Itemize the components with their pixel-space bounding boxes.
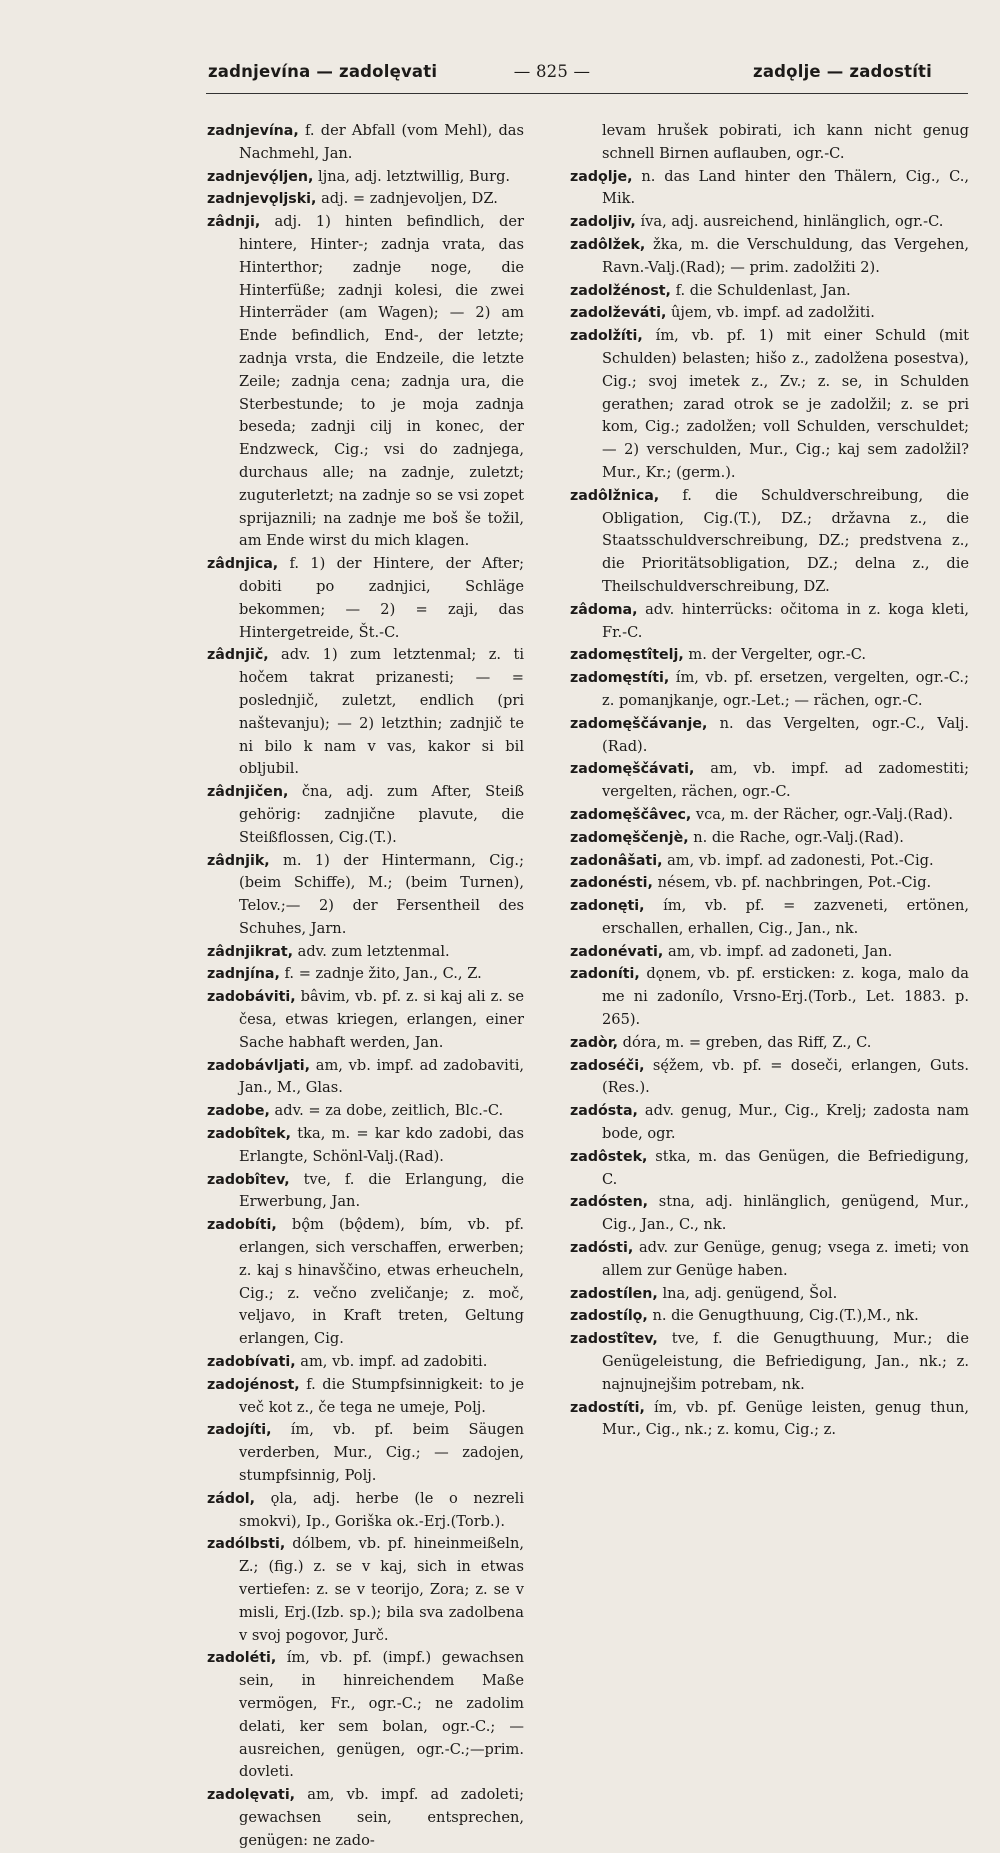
entry-headword: zâdnjikrat,	[207, 943, 293, 960]
dictionary-entry	[570, 713, 969, 759]
entry-headword: zadonâšati,	[570, 852, 663, 869]
entry-headword: zadostîtev,	[570, 1331, 658, 1348]
entry-headword: zadósti,	[570, 1240, 634, 1257]
entry-definition: am, vb. impf. ad zadoleti; gewachsen sein, entsprechen, genügen: ne zado-	[239, 1786, 524, 1849]
dictionary-entry	[570, 850, 969, 873]
dictionary-entry	[570, 644, 969, 667]
entry-definition: ǫla, adj. herbe (le o nezreli smokvi), Ip., Goriška ok.-Erj.(Torb.).	[239, 1489, 524, 1530]
entry-headword: zadobîtek,	[207, 1126, 291, 1143]
left-column	[207, 120, 524, 1853]
entry-definition: ljna, adj. letztwillig, Burg.	[313, 167, 511, 185]
dictionary-entry	[207, 120, 524, 166]
entry-headword: zadoljiv,	[570, 214, 636, 231]
entry-definition: ím, vb. pf. (impf.) gewachsen sein, in hinreichendem Maße vermögen, Fr., ogr.-C.; ne zadolim delati, ker sem bolan, ogr.-C.; — ausreichen, genügen, ogr.-C.;—prim. dovleti.	[239, 1649, 524, 1781]
entry-definition: am, vb. impf. ad zadobaviti, Jan., M., Glas.	[239, 1056, 524, 1097]
entry-definition: ím, vb. pf. Genüge leisten, genug thun, Mur., Cig., nk.; z. komu, Cig.; z.	[602, 1398, 969, 1439]
dictionary-entry	[207, 963, 524, 986]
dictionary-entry	[207, 1374, 524, 1420]
header-left-guideword: zadnjevína — zadolęvati	[208, 62, 438, 81]
entry-headword: zadobe,	[207, 1103, 270, 1120]
entry-definition: adv. hinterrücks: očitoma in z. koga kleti, Fr.-C.	[602, 600, 969, 641]
entry-definition: dóra, m. = greben, das Riff, Z., C.	[618, 1033, 872, 1051]
dictionary-entry	[570, 667, 969, 713]
dictionary-entry	[207, 553, 524, 644]
entry-headword: zadolžénost,	[570, 282, 671, 299]
entry-headword: zadonęti,	[570, 898, 645, 915]
dictionary-entry	[570, 325, 969, 485]
dictionary-entry	[207, 1123, 524, 1169]
dictionary-entry	[207, 1100, 524, 1123]
entry-headword: zadostílen,	[570, 1285, 658, 1302]
dictionary-entry	[207, 1351, 524, 1374]
entry-headword: zadostíti,	[570, 1399, 645, 1416]
entry-headword: zadomęstîtelj,	[570, 647, 684, 664]
dictionary-entry	[570, 1055, 969, 1101]
dictionary-entry	[207, 644, 524, 781]
entry-definition: ím, vb. pf. 1) mit einer Schuld (mit Schulden) belasten; hišo z., zadolžena posestva), Cig.; svoj imetek z., Zv.; z. se, in Schulden gerathen; zarad otrok se je zadolžil; z. se pri kom, Cig.; zadolžen; voll Schulden, verschuldet; — 2) verschulden, Mur., Cig.; kaj sem zadolžil? Mur., Kr.; (germ.).	[602, 327, 969, 481]
entry-definition: n. die Rache, ogr.-Valj.(Rad).	[688, 828, 904, 846]
entry-definition: f. = zadnje žito, Jan., C., Z.	[279, 965, 482, 983]
entry-headword: zadolęvati,	[207, 1787, 296, 1804]
entry-headword: zadôlžnica,	[570, 487, 660, 504]
entry-definition: am, vb. impf. ad zadobiti.	[295, 1353, 488, 1371]
entry-definition: m. der Vergelter, ogr.-C.	[683, 646, 867, 664]
entry-headword: zadôstek,	[570, 1148, 648, 1165]
dictionary-entry	[207, 1647, 524, 1784]
dictionary-entry	[570, 758, 969, 804]
entry-headword: zâdnji,	[207, 214, 261, 231]
entry-definition: levam hrušek pobirati, ich kann nicht genug schnell Birnen auflauben, ogr.-C.	[602, 122, 969, 162]
entry-definition: adj. 1) hinten befindlich, der hintere, Hinter-; zadnja vrata, das Hinterthor; zadnje noge, die Hinterfüße; zadnji kolesi, die zwei Hinterräder (am Wagen); — 2) am Ende befindlich, End-, der letzte; zadnja vrsta, die Endzeile, die letzte Zeile; zadnja cena; zadnja ura, die Sterbestunde; to je moja zadnja beseda; zadnji cilj in konec, der Endzweck, Cig.; vsi do zadnjega, durchaus alle; na zadnje, zuletzt; zuguterletzt; na zadnje so se vsi zopet sprijaznili; na zadnje me boš še tožil, am Ende wirst du mich klagen.	[239, 213, 524, 550]
entry-headword: zadoníti,	[570, 966, 640, 983]
entry-headword: zâdnjičen,	[207, 784, 289, 801]
dictionary-entry	[207, 1784, 524, 1852]
header-right-guideword: zadǫlje — zadostíti	[753, 62, 932, 81]
entry-headword: zadoséči,	[570, 1057, 645, 1074]
entry-headword: zadnjevína,	[207, 123, 299, 139]
dictionary-entry	[207, 1214, 524, 1351]
entry-headword: zadnjevǫ́ljen,	[207, 168, 314, 185]
entry-headword: zadôlžek,	[570, 236, 646, 253]
dictionary-entry	[570, 599, 969, 645]
entry-headword: zadobávljati,	[207, 1057, 311, 1074]
entry-headword: zadonésti,	[570, 875, 653, 892]
entry-headword: zadojíti,	[207, 1422, 272, 1439]
entry-definition: am, vb. impf. ad zadomestiti; vergelten, rächen, ogr.-C.	[602, 760, 969, 801]
dictionary-entry	[570, 1146, 969, 1192]
entry-definition: m. 1) der Hintermann, Cig.; (beim Schiffe), M.; (beim Turnen), Telov.;— 2) der Fersentheil des Schuhes, Jarn.	[239, 851, 524, 937]
entry-headword: zadǫlje,	[570, 168, 633, 185]
entry-definition: f. die Schuldverschreibung, die Obligation, Cig.(T.), DZ.; državna z., die Staatsschuldverschreibung, DZ.; predstvena z., die Prioritätsobligation, DZ.; delna z., die Theilschuldverschreibung, DZ.	[602, 486, 969, 595]
entry-definition: bǫ̂m (bǫ̂dem), bím, vb. pf. erlangen, sich verschaffen, erwerben; z. kaj s hinavščino, etwas erheucheln, Cig.; z. večno zveličanje; z. moč, veljavo, in Kraft treten, Geltung erlangen, Cig.	[239, 1216, 524, 1348]
entry-definition: stna, adj. hinlänglich, genügend, Mur., Cig., Jan., C., nk.	[602, 1193, 969, 1234]
dictionary-entry	[570, 895, 969, 941]
dictionary-entry	[207, 211, 524, 553]
dictionary-entry	[570, 1397, 969, 1443]
entry-definition: bâvim, vb. pf. z. si kaj ali z. se česa, etwas kriegen, erlangen, einer Sache habhaft werden, Jan.	[239, 988, 524, 1051]
dictionary-entry	[207, 781, 524, 849]
entry-definition: ím, vb. pf. = zazveneti, ertönen, erschallen, erhallen, Cig., Jan., nk.	[602, 897, 969, 937]
entry-headword: zadolževáti,	[570, 305, 667, 322]
dictionary-entry	[570, 1237, 969, 1283]
entry-headword: zadobíti,	[207, 1217, 277, 1234]
entry-headword: zadostílǫ,	[570, 1308, 648, 1325]
entry-definition: íva, adj. ausreichend, hinlänglich, ogr.-C.	[635, 213, 944, 231]
dictionary-entry	[207, 188, 524, 211]
dictionary-entry	[207, 986, 524, 1054]
right-column	[570, 120, 969, 1442]
entry-headword: zadolžíti,	[570, 328, 643, 345]
dictionary-entry	[570, 302, 969, 325]
dictionary-entry	[570, 872, 969, 895]
dictionary-entry	[207, 1488, 524, 1534]
dictionary-entry	[570, 234, 969, 280]
entry-headword: zâdnjica,	[207, 556, 279, 573]
entry-headword: zádol,	[207, 1490, 255, 1507]
entry-definition: tka, m. = kar kdo zadobi, das Erlangte, Schönl-Valj.(Rad).	[239, 1125, 524, 1165]
dictionary-entry	[570, 1191, 969, 1237]
entry-definition: ím, vb. pf. ersetzen, vergelten, ogr.-C.; z. pomanjkanje, ogr.-Let.; — rächen, ogr.-C.	[602, 669, 969, 709]
entry-definition: žka, m. die Verschuldung, das Vergehen, Ravn.-Valj.(Rad); — prim. zadolžiti 2).	[602, 235, 969, 276]
entry-definition: adv. 1) zum letztenmal; z. ti hočem takrat prizanesti; — = poslednjič, zuletzt, endlich (pri naštevanju); — 2) letzthin; zadnjič te ni bilo k nam v vas, kakor si bil obljubil.	[239, 646, 524, 778]
entry-definition: adv. zum letztenmal.	[293, 942, 450, 960]
entry-headword: zadoléti,	[207, 1650, 277, 1667]
dictionary-entry	[570, 211, 969, 234]
entry-definition: ím, vb. pf. beim Säugen verderben, Mur., Cig.; — zadojen, stumpfsinnig, Polj.	[239, 1421, 524, 1485]
entry-headword: zadólbsti,	[207, 1536, 286, 1553]
entry-headword: zadnjína,	[207, 966, 280, 983]
entry-definition: f. der Abfall (vom Mehl), das Nachmehl, Jan.	[239, 122, 524, 162]
entry-definition: adv. zur Genüge, genug; vsega z. imeti; von allem zur Genüge haben.	[602, 1239, 969, 1279]
entry-definition: stka, m. das Genügen, die Befriedigung, C.	[602, 1147, 969, 1188]
dictionary-entry	[207, 850, 524, 941]
entry-headword: zadonévati,	[570, 943, 664, 960]
entry-definition: adv. genug, Mur., Cig., Krelj; zadosta nam bode, ogr.	[602, 1102, 969, 1143]
entry-definition: n. das Vergelten, ogr.-C., Valj.(Rad).	[602, 714, 969, 755]
dictionary-entry	[207, 166, 524, 189]
entry-headword: zâdoma,	[570, 601, 638, 618]
entry-definition: adv. = za dobe, zeitlich, Blc.-C.	[269, 1102, 504, 1120]
entry-definition: n. das Land hinter den Thälern, Cig., C., Mik.	[602, 167, 969, 208]
entry-headword: zadomęstíti,	[570, 670, 670, 687]
dictionary-entry	[570, 485, 969, 599]
entry-definition: adj. = zadnjevoljen, DZ.	[316, 190, 498, 208]
dictionary-entry	[570, 1305, 969, 1328]
entry-definition: f. die Stumpfsinnigkeit: to je več kot z., če tega ne umeje, Polj.	[239, 1375, 524, 1416]
entry-definition: nésem, vb. pf. nachbringen, Pot.-Cig.	[652, 874, 932, 892]
dictionary-entry	[570, 1328, 969, 1396]
dictionary-entry	[570, 941, 969, 964]
entry-headword: zadòr,	[570, 1034, 619, 1051]
entry-headword: zadósten,	[570, 1194, 649, 1211]
entry-headword: zadomęščenjè,	[570, 829, 689, 846]
dictionary-entry	[207, 941, 524, 964]
entry-definition: n. die Genugthuung, Cig.(T.),M., nk.	[647, 1307, 919, 1325]
entry-definition: sę́žem, vb. pf. = doseči, erlangen, Guts.(Res.).	[602, 1056, 969, 1097]
dictionary-entry	[207, 1533, 524, 1647]
dictionary-entry	[570, 120, 969, 166]
dictionary-entry	[570, 1032, 969, 1055]
entry-definition: lna, adj. genügend, Šol.	[657, 1284, 838, 1302]
entry-headword: zadomęščávanje,	[570, 715, 708, 732]
entry-headword: zadósta,	[570, 1103, 638, 1120]
dictionary-entry	[570, 1283, 969, 1306]
entry-headword: zâdnjič,	[207, 647, 269, 664]
dictionary-entry	[570, 963, 969, 1031]
dictionary-entry	[570, 280, 969, 303]
entry-definition: dólbem, vb. pf. hineinmeißeln, Z.; (fig.) z. se v kaj, sich in etwas vertiefen: z. se v teorijo, Zora; z. se v misli, Erj.(Izb. sp.); bila sva zadolbena v svoj pogovor, Jurč.	[239, 1535, 524, 1644]
entry-definition: ûjem, vb. impf. ad zadolžiti.	[666, 304, 875, 322]
dictionary-entry	[570, 1100, 969, 1146]
entry-headword: zâdnjik,	[207, 852, 270, 869]
entry-headword: zadobáviti,	[207, 989, 296, 1006]
dictionary-entry	[570, 827, 969, 850]
entry-definition: vca, m. der Rächer, ogr.-Valj.(Rad).	[691, 805, 954, 823]
page-number: — 825 —	[513, 62, 591, 81]
dictionary-entry	[570, 804, 969, 827]
entry-definition: am, vb. impf. ad zadoneti, Jan.	[663, 942, 893, 960]
entry-definition: f. 1) der Hintere, der After; dobiti po zadnjici, Schläge bekommen; — 2) = zaji, das Hintergetreide, Št.-C.	[239, 555, 524, 641]
entry-headword: zadomęščávati,	[570, 761, 695, 778]
dictionary-entry	[207, 1055, 524, 1101]
entry-headword: zadobîtev,	[207, 1171, 290, 1188]
entry-definition: f. die Schuldenlast, Jan.	[670, 281, 851, 299]
entry-definition: tve, f. die Erlangung, die Erwerbung, Jan.	[239, 1170, 524, 1211]
entry-headword: zadobívati,	[207, 1354, 296, 1371]
entry-headword: zadomęščâvec,	[570, 806, 692, 823]
running-header	[130, 62, 960, 88]
entry-definition: čna, adj. zum After, Steiß gehörig: zadnjične plavute, die Steißflossen, Cig.(T.).	[239, 783, 524, 846]
entry-definition: tve, f. die Genugthuung, Mur.; die Genügeleistung, die Befriedigung, Jan., nk.; z. najnujnejšim potrebam, nk.	[602, 1330, 969, 1393]
header-rule	[206, 93, 968, 94]
dictionary-entry	[207, 1169, 524, 1215]
dictionary-entry	[570, 166, 969, 212]
entry-headword: zadnjevǫljski,	[207, 191, 317, 208]
entry-definition: dǫnem, vb. pf. ersticken: z. koga, malo da me ni zadonílo, Vrsno-Erj.(Torb., Let. 1883. p. 265).	[602, 965, 969, 1029]
dictionary-entry	[207, 1419, 524, 1487]
entry-headword: zadojénost,	[207, 1376, 300, 1393]
entry-definition: am, vb. impf. ad zadonesti, Pot.-Cig.	[662, 851, 934, 869]
